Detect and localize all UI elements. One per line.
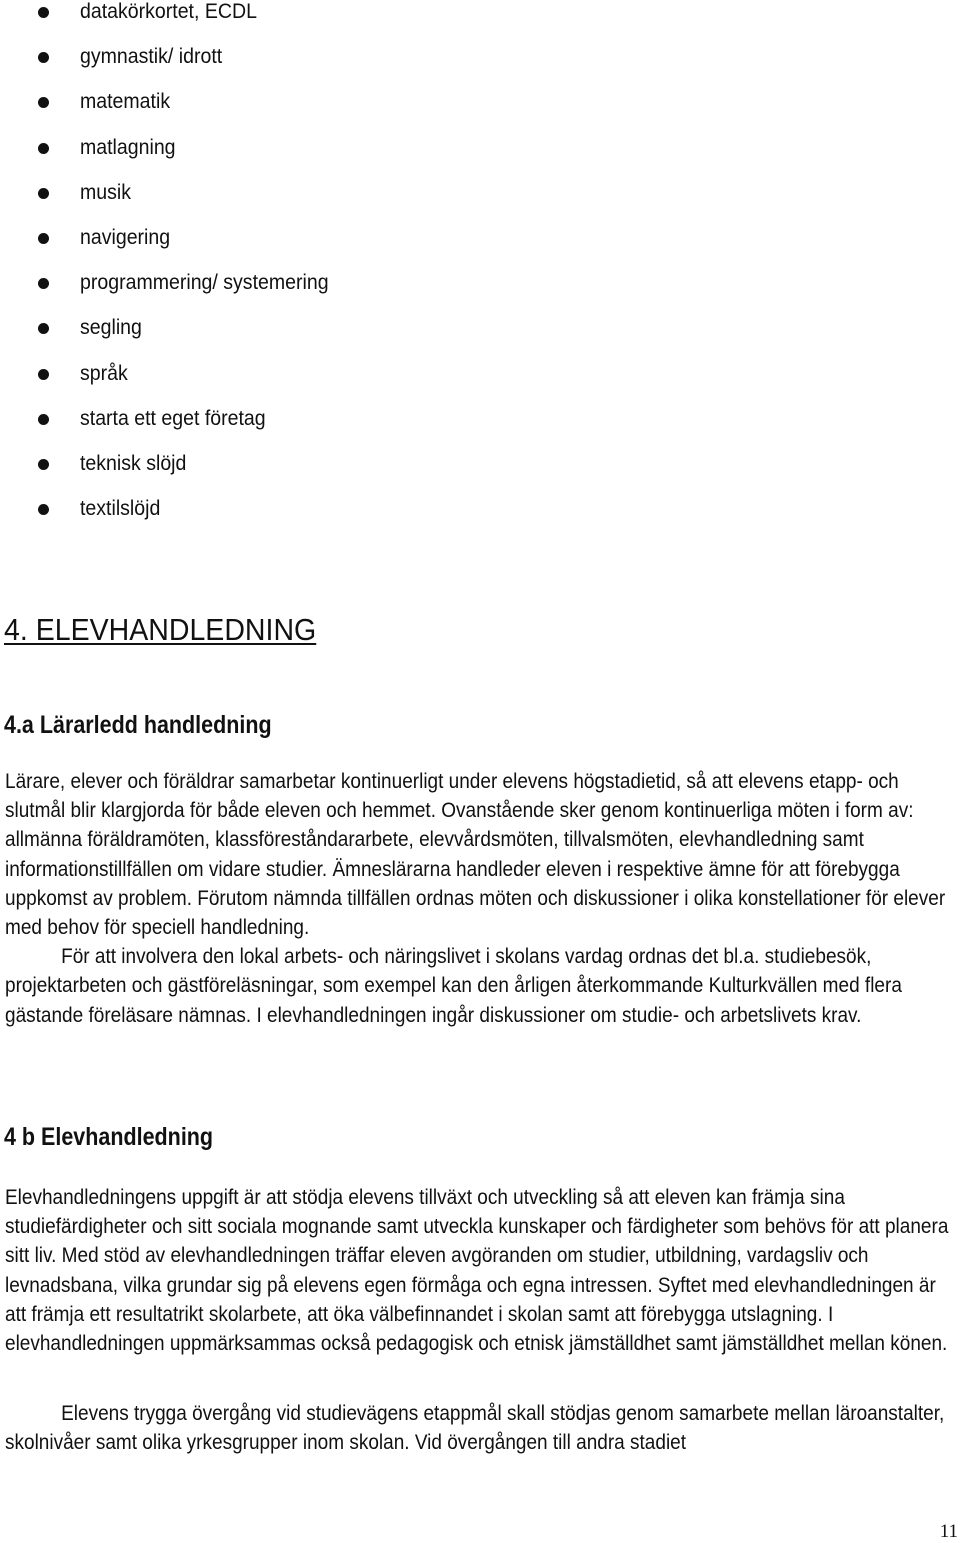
list-item [0,0,347,45]
bullet-icon [38,7,49,18]
list-item-text: starta ett eget företag [80,406,266,430]
list-item-text: språk [80,361,128,385]
list-item-text: datakörkortet, ECDL [80,0,257,23]
bullet-icon [38,188,49,199]
list-item [0,45,347,90]
subsection-a-paragraph-2: För att involvera den lokal arbets- och näringslivet i skolans vardag ordnas det bl.a. studiebesök, projektarbeten och gästföreläsningar, som exempel kan den årligen återkommande Kulturkvällen med flera gästande föreläsare nämnas. I elevhandledningen ingår diskussioner om studie- och arbetslivets krav. [5,945,902,1027]
list-item [0,181,347,226]
bullet-icon [38,414,49,425]
list-item-text: musik [80,180,132,204]
bullet-icon [38,504,49,515]
bullet-icon [38,52,49,63]
subsection-a-body [5,767,951,1030]
list-item-text: programmering/ systemering [80,271,329,295]
subsection-a-heading: 4.a Lärarledd handledning [4,711,272,739]
bullet-icon [38,278,49,289]
list-item [0,136,347,181]
bullet-icon [38,323,49,334]
list-item [0,316,347,361]
list-item [0,90,347,135]
section-heading: 4. ELEVHANDLEDNING [4,612,317,647]
bullet-icon [38,369,49,380]
list-item [0,407,347,452]
page-number: 11 [939,1521,958,1542]
list-item [0,452,347,497]
subsection-b-heading: 4 b Elevhandledning [4,1123,214,1151]
subsection-a-paragraph-1: Lärare, elever och föräldrar samarbetar kontinuerligt under elevens högstadietid, så att elevens etapp- och slutmål blir klargjorda för både eleven och hemmet. Ovanstående sker genom kontinuerliga möten i form av: allmänna föräldramöten, klassföreståndararbete, elevvårdsmöten, tillvalsmöten, elevhandledning samt informationstillfällen om vidare studier. Ämneslärarna handleder eleven i respektive ämne för att förebygga uppkomst av problem. Förutom nämnda tillfällen ordnas möten och diskussioner i olika konstellationer för elever med behov för speciell handledning. [5,770,946,940]
subsection-b-paragraph-2: Elevens trygga övergång vid studievägens etappmål skall stödjas genom samarbete mellan läroanstalter, skolnivåer samt olika yrkesgrupper inom skolan. Vid övergången till andra stadiet [5,1402,945,1455]
list-item-text: teknisk slöjd [80,451,187,475]
list-item [0,362,347,407]
list-item-text: textilslöjd [80,497,161,521]
bullet-icon [38,459,49,470]
list-item-text: navigering [80,225,171,249]
list-item-text: matematik [80,90,171,114]
subsection-b-paragraph-1: Elevhandledningens uppgift är att stödja elevens tillväxt och utveckling så att eleven kan främja sina studiefärdigheter och sitt sociala mognande samt utveckla kunskaper och färdigheter som behövs för att planera sitt liv. Med stöd av elevhandledningen träffar eleven avgöranden om studier, utbildning, vardagsliv och levnadsbana, vilka grundar sig på elevens egen förmåga och egna intressen. Syftet med elevhandledningen är att främja ett resultatrikt skolarbete, att öka välbefinnandet i skolan samt att förebygga utslagning. I elevhandledningen uppmärksammas också pedagogisk och etnisk jämställdhet samt jämställdhet mellan könen. [5,1186,949,1356]
subject-bullet-list [0,0,347,542]
list-item-text: gymnastik/ idrott [80,45,223,69]
list-item [0,497,347,542]
bullet-icon [38,143,49,154]
bullet-icon [38,97,49,108]
subsection-b-body-2 [5,1399,951,1457]
list-item [0,226,347,271]
list-item [0,271,347,316]
list-item-text: segling [80,316,142,340]
list-item-text: matlagning [80,135,176,159]
bullet-icon [38,233,49,244]
